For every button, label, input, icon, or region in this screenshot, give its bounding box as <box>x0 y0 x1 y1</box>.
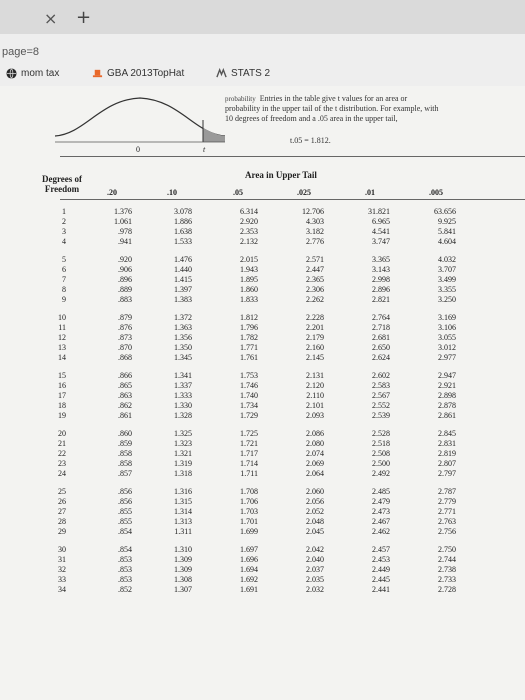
value-cell: 2.779 <box>438 497 456 506</box>
value-cell: 2.738 <box>438 565 456 574</box>
tophat-icon <box>92 68 103 79</box>
value-cell: 1.761 <box>240 353 258 362</box>
value-cell: 1.341 <box>174 371 192 380</box>
bookmark-gba-tophat[interactable] <box>92 68 184 79</box>
value-cell: 1.703 <box>240 507 258 516</box>
value-cell: 1.699 <box>240 527 258 536</box>
value-cell: 1.886 <box>174 217 192 226</box>
value-cell: 1.383 <box>174 295 192 304</box>
column-header: .05 <box>233 188 243 197</box>
df-cell: 34 <box>58 585 66 594</box>
value-cell: 1.895 <box>240 275 258 284</box>
df-cell: 20 <box>58 429 66 438</box>
value-cell: 2.262 <box>306 295 324 304</box>
value-cell: 2.447 <box>306 265 324 274</box>
value-cell: 1.740 <box>240 391 258 400</box>
value-cell: .876 <box>118 323 132 332</box>
value-cell: 2.473 <box>372 507 390 516</box>
url-text: page=8 <box>2 46 40 58</box>
value-cell: .861 <box>118 411 132 420</box>
value-cell: 1.333 <box>174 391 192 400</box>
value-cell: .856 <box>118 497 132 506</box>
df-cell: 19 <box>58 411 66 420</box>
value-cell: 2.035 <box>306 575 324 584</box>
df-cell: 27 <box>58 507 66 516</box>
value-cell: 2.467 <box>372 517 390 526</box>
bookmark-stats2[interactable] <box>216 68 270 79</box>
value-cell: 2.898 <box>438 391 456 400</box>
value-cell: 2.583 <box>372 381 390 390</box>
value-cell: 1.782 <box>240 333 258 342</box>
value-cell: 1.943 <box>240 265 258 274</box>
value-cell: 2.771 <box>438 507 456 516</box>
df-cell: 14 <box>58 353 66 362</box>
value-cell: 2.228 <box>306 313 324 322</box>
value-cell: 2.457 <box>372 545 390 554</box>
value-cell: 1.796 <box>240 323 258 332</box>
value-cell: 2.040 <box>306 555 324 564</box>
df-cell: 5 <box>62 255 66 264</box>
intro-example: t.05 = 1.812. <box>290 136 331 145</box>
value-cell: 2.064 <box>306 469 324 478</box>
df-cell: 15 <box>58 371 66 380</box>
value-cell: 2.921 <box>438 381 456 390</box>
df-cell: 12 <box>58 333 66 342</box>
bookmark-label: GBA 2013TopHat <box>107 68 185 79</box>
value-cell: 1.309 <box>174 555 192 564</box>
value-cell: 1.415 <box>174 275 192 284</box>
value-cell: 2.101 <box>306 401 324 410</box>
value-cell: 1.321 <box>174 449 192 458</box>
value-cell: 2.733 <box>438 575 456 584</box>
value-cell: .855 <box>118 517 132 526</box>
value-cell: 6.314 <box>240 207 258 216</box>
value-cell: 1.533 <box>174 237 192 246</box>
value-cell: 2.998 <box>372 275 390 284</box>
value-cell: 1.440 <box>174 265 192 274</box>
value-cell: 12.706 <box>302 207 324 216</box>
df-cell: 11 <box>58 323 66 332</box>
value-cell: 3.106 <box>438 323 456 332</box>
value-cell: 2.445 <box>372 575 390 584</box>
value-cell: .866 <box>118 371 132 380</box>
value-cell: 1.319 <box>174 459 192 468</box>
value-cell: 2.093 <box>306 411 324 420</box>
close-tab-icon[interactable]: × <box>44 9 58 28</box>
df-header: Degrees of Freedom <box>41 174 83 194</box>
value-cell: 1.476 <box>174 255 192 264</box>
intro-paragraph <box>225 94 440 124</box>
value-cell: .863 <box>118 391 132 400</box>
df-cell: 18 <box>58 401 66 410</box>
value-cell: 2.145 <box>306 353 324 362</box>
value-cell: 1.356 <box>174 333 192 342</box>
value-cell: 1.363 <box>174 323 192 332</box>
value-cell: 2.756 <box>438 527 456 536</box>
df-cell: 10 <box>58 313 66 322</box>
value-cell: 2.500 <box>372 459 390 468</box>
value-cell: .883 <box>118 295 132 304</box>
value-cell: 3.499 <box>438 275 456 284</box>
t-distribution-curve <box>55 92 225 147</box>
value-cell: 2.552 <box>372 401 390 410</box>
divider <box>60 156 525 157</box>
value-cell: .865 <box>118 381 132 390</box>
df-cell: 9 <box>62 295 66 304</box>
curve-t-label: t <box>203 145 206 154</box>
value-cell: 1.325 <box>174 429 192 438</box>
value-cell: 2.132 <box>240 237 258 246</box>
value-cell: 1.711 <box>240 469 258 478</box>
column-header: .20 <box>107 188 117 197</box>
value-cell: 3.707 <box>438 265 456 274</box>
value-cell: 1.397 <box>174 285 192 294</box>
value-cell: 1.315 <box>174 497 192 506</box>
df-cell: 17 <box>58 391 66 400</box>
df-cell: 32 <box>58 565 66 574</box>
value-cell: 2.110 <box>306 391 324 400</box>
value-cell: 2.353 <box>240 227 258 236</box>
globe-icon <box>6 68 17 79</box>
value-cell: 2.479 <box>372 497 390 506</box>
value-cell: 1.309 <box>174 565 192 574</box>
curve-zero-label: 0 <box>136 145 140 154</box>
value-cell: 1.771 <box>240 343 258 352</box>
value-cell: 1.314 <box>174 507 192 516</box>
value-cell: 3.250 <box>438 295 456 304</box>
value-cell: 2.650 <box>372 343 390 352</box>
value-cell: 2.567 <box>372 391 390 400</box>
value-cell: 2.045 <box>306 527 324 536</box>
value-cell: 2.032 <box>306 585 324 594</box>
value-cell: 3.078 <box>174 207 192 216</box>
value-cell: .873 <box>118 333 132 342</box>
value-cell: 2.037 <box>306 565 324 574</box>
value-cell: 1.328 <box>174 411 192 420</box>
value-cell: 1.717 <box>240 449 258 458</box>
df-cell: 8 <box>62 285 66 294</box>
value-cell: 2.179 <box>306 333 324 342</box>
value-cell: 1.307 <box>174 585 192 594</box>
value-cell: 2.056 <box>306 497 324 506</box>
value-cell: 6.965 <box>372 217 390 226</box>
value-cell: 2.750 <box>438 545 456 554</box>
value-cell: .852 <box>118 585 132 594</box>
value-cell: 2.977 <box>438 353 456 362</box>
value-cell: 2.048 <box>306 517 324 526</box>
value-cell: .862 <box>118 401 132 410</box>
value-cell: 1.337 <box>174 381 192 390</box>
column-header: .01 <box>365 188 375 197</box>
value-cell: 3.355 <box>438 285 456 294</box>
value-cell: 2.539 <box>372 411 390 420</box>
value-cell: 3.365 <box>372 255 390 264</box>
value-cell: 2.052 <box>306 507 324 516</box>
value-cell: .858 <box>118 449 132 458</box>
df-cell: 26 <box>58 497 66 506</box>
value-cell: 2.763 <box>438 517 456 526</box>
df-cell: 31 <box>58 555 66 564</box>
value-cell: 3.747 <box>372 237 390 246</box>
value-cell: 2.764 <box>372 313 390 322</box>
value-cell: 3.169 <box>438 313 456 322</box>
value-cell: 1.692 <box>240 575 258 584</box>
df-cell: 16 <box>58 381 66 390</box>
value-cell: 2.131 <box>306 371 324 380</box>
value-cell: 4.604 <box>438 237 456 246</box>
stats-icon <box>216 68 227 79</box>
value-cell: 1.734 <box>240 401 258 410</box>
df-cell: 3 <box>62 227 66 236</box>
value-cell: 2.821 <box>372 295 390 304</box>
value-cell: 1.311 <box>174 527 192 536</box>
value-cell: 1.694 <box>240 565 258 574</box>
value-cell: 5.841 <box>438 227 456 236</box>
bookmark-mom-tax[interactable] <box>6 68 59 79</box>
value-cell: 2.624 <box>372 353 390 362</box>
value-cell: .857 <box>118 469 132 478</box>
bookmark-label: STATS 2 <box>231 68 271 79</box>
value-cell: 2.453 <box>372 555 390 564</box>
df-cell: 2 <box>62 217 66 226</box>
value-cell: 2.920 <box>240 217 258 226</box>
value-cell: 3.012 <box>438 343 456 352</box>
value-cell: 1.701 <box>240 517 258 526</box>
value-cell: 1.706 <box>240 497 258 506</box>
column-header: .10 <box>167 188 177 197</box>
value-cell: 2.819 <box>438 449 456 458</box>
value-cell: 1.330 <box>174 401 192 410</box>
value-cell: 2.787 <box>438 487 456 496</box>
value-cell: 2.744 <box>438 555 456 564</box>
value-cell: .870 <box>118 343 132 352</box>
value-cell: 2.080 <box>306 439 324 448</box>
value-cell: 63.656 <box>434 207 456 216</box>
value-cell: .978 <box>118 227 132 236</box>
value-cell: 2.831 <box>438 439 456 448</box>
intro-label: probability <box>225 95 256 103</box>
value-cell: .854 <box>118 527 132 536</box>
header-rule <box>60 199 525 200</box>
area-header: Area in Upper Tail <box>245 170 317 180</box>
value-cell: 1.308 <box>174 575 192 584</box>
value-cell: 1.318 <box>174 469 192 478</box>
value-cell: 2.776 <box>306 237 324 246</box>
value-cell: 2.602 <box>372 371 390 380</box>
value-cell: 2.807 <box>438 459 456 468</box>
bookmarks-bar <box>0 62 525 87</box>
value-cell: .853 <box>118 575 132 584</box>
value-cell: .853 <box>118 565 132 574</box>
value-cell: 1.372 <box>174 313 192 322</box>
value-cell: 2.492 <box>372 469 390 478</box>
value-cell: 4.303 <box>306 217 324 226</box>
df-cell: 29 <box>58 527 66 536</box>
value-cell: 2.896 <box>372 285 390 294</box>
value-cell: .889 <box>118 285 132 294</box>
value-cell: 1.746 <box>240 381 258 390</box>
value-cell: .920 <box>118 255 132 264</box>
value-cell: 2.947 <box>438 371 456 380</box>
value-cell: 2.074 <box>306 449 324 458</box>
value-cell: 1.725 <box>240 429 258 438</box>
df-cell: 6 <box>62 265 66 274</box>
value-cell: 4.541 <box>372 227 390 236</box>
value-cell: 2.160 <box>306 343 324 352</box>
df-cell: 4 <box>62 237 66 246</box>
value-cell: 2.508 <box>372 449 390 458</box>
df-cell: 23 <box>58 459 66 468</box>
value-cell: 1.310 <box>174 545 192 554</box>
value-cell: 1.345 <box>174 353 192 362</box>
value-cell: .853 <box>118 555 132 564</box>
value-cell: 9.925 <box>438 217 456 226</box>
df-cell: 1 <box>62 207 66 216</box>
value-cell: 2.861 <box>438 411 456 420</box>
value-cell: 1.860 <box>240 285 258 294</box>
value-cell: 2.681 <box>372 333 390 342</box>
column-header: .025 <box>297 188 311 197</box>
value-cell: 1.638 <box>174 227 192 236</box>
value-cell: .879 <box>118 313 132 322</box>
value-cell: 2.462 <box>372 527 390 536</box>
value-cell: 2.042 <box>306 545 324 554</box>
value-cell: 1.708 <box>240 487 258 496</box>
value-cell: 2.449 <box>372 565 390 574</box>
value-cell: 2.797 <box>438 469 456 478</box>
value-cell: .860 <box>118 429 132 438</box>
new-tab-icon[interactable]: + <box>76 7 92 28</box>
df-cell: 33 <box>58 575 66 584</box>
intro-text: Entries in the table give t values for an area or probability in the upper tail of the t distribution. For example, with 10 degrees of freedom and a .05 area in the upper tail, <box>225 94 439 123</box>
value-cell: .941 <box>118 237 132 246</box>
value-cell: 2.120 <box>306 381 324 390</box>
value-cell: 3.055 <box>438 333 456 342</box>
value-cell: 1.714 <box>240 459 258 468</box>
value-cell: 3.143 <box>372 265 390 274</box>
value-cell: 2.878 <box>438 401 456 410</box>
df-cell: 24 <box>58 469 66 478</box>
address-bar[interactable] <box>0 34 525 62</box>
df-cell: 22 <box>58 449 66 458</box>
df-cell: 28 <box>58 517 66 526</box>
value-cell: .868 <box>118 353 132 362</box>
value-cell: 1.376 <box>114 207 132 216</box>
value-cell: 2.518 <box>372 439 390 448</box>
value-cell: 1.833 <box>240 295 258 304</box>
browser-tab-strip <box>0 0 525 34</box>
value-cell: 2.086 <box>306 429 324 438</box>
value-cell: 2.528 <box>372 429 390 438</box>
value-cell: .896 <box>118 275 132 284</box>
value-cell: 2.069 <box>306 459 324 468</box>
value-cell: 2.015 <box>240 255 258 264</box>
value-cell: 2.306 <box>306 285 324 294</box>
value-cell: 1.691 <box>240 585 258 594</box>
value-cell: 2.201 <box>306 323 324 332</box>
value-cell: .854 <box>118 545 132 554</box>
value-cell: 2.365 <box>306 275 324 284</box>
value-cell: 4.032 <box>438 255 456 264</box>
value-cell: 2.718 <box>372 323 390 332</box>
value-cell: 1.061 <box>114 217 132 226</box>
value-cell: 1.812 <box>240 313 258 322</box>
value-cell: 2.060 <box>306 487 324 496</box>
value-cell: 1.323 <box>174 439 192 448</box>
value-cell: 1.316 <box>174 487 192 496</box>
value-cell: 1.350 <box>174 343 192 352</box>
value-cell: 2.571 <box>306 255 324 264</box>
value-cell: .855 <box>118 507 132 516</box>
value-cell: 2.485 <box>372 487 390 496</box>
value-cell: .859 <box>118 439 132 448</box>
value-cell: 1.753 <box>240 371 258 380</box>
value-cell: 1.729 <box>240 411 258 420</box>
value-cell: 1.721 <box>240 439 258 448</box>
value-cell: .906 <box>118 265 132 274</box>
value-cell: 1.313 <box>174 517 192 526</box>
df-cell: 21 <box>58 439 66 448</box>
value-cell: .856 <box>118 487 132 496</box>
value-cell: 2.845 <box>438 429 456 438</box>
value-cell: 31.821 <box>368 207 390 216</box>
value-cell: 3.182 <box>306 227 324 236</box>
value-cell: 2.441 <box>372 585 390 594</box>
df-cell: 30 <box>58 545 66 554</box>
value-cell: 1.696 <box>240 555 258 564</box>
column-header: .005 <box>429 188 443 197</box>
df-cell: 25 <box>58 487 66 496</box>
value-cell: 2.728 <box>438 585 456 594</box>
df-cell: 7 <box>62 275 66 284</box>
df-cell: 13 <box>58 343 66 352</box>
bookmark-label: mom tax <box>21 68 60 79</box>
value-cell: 1.697 <box>240 545 258 554</box>
value-cell: .858 <box>118 459 132 468</box>
